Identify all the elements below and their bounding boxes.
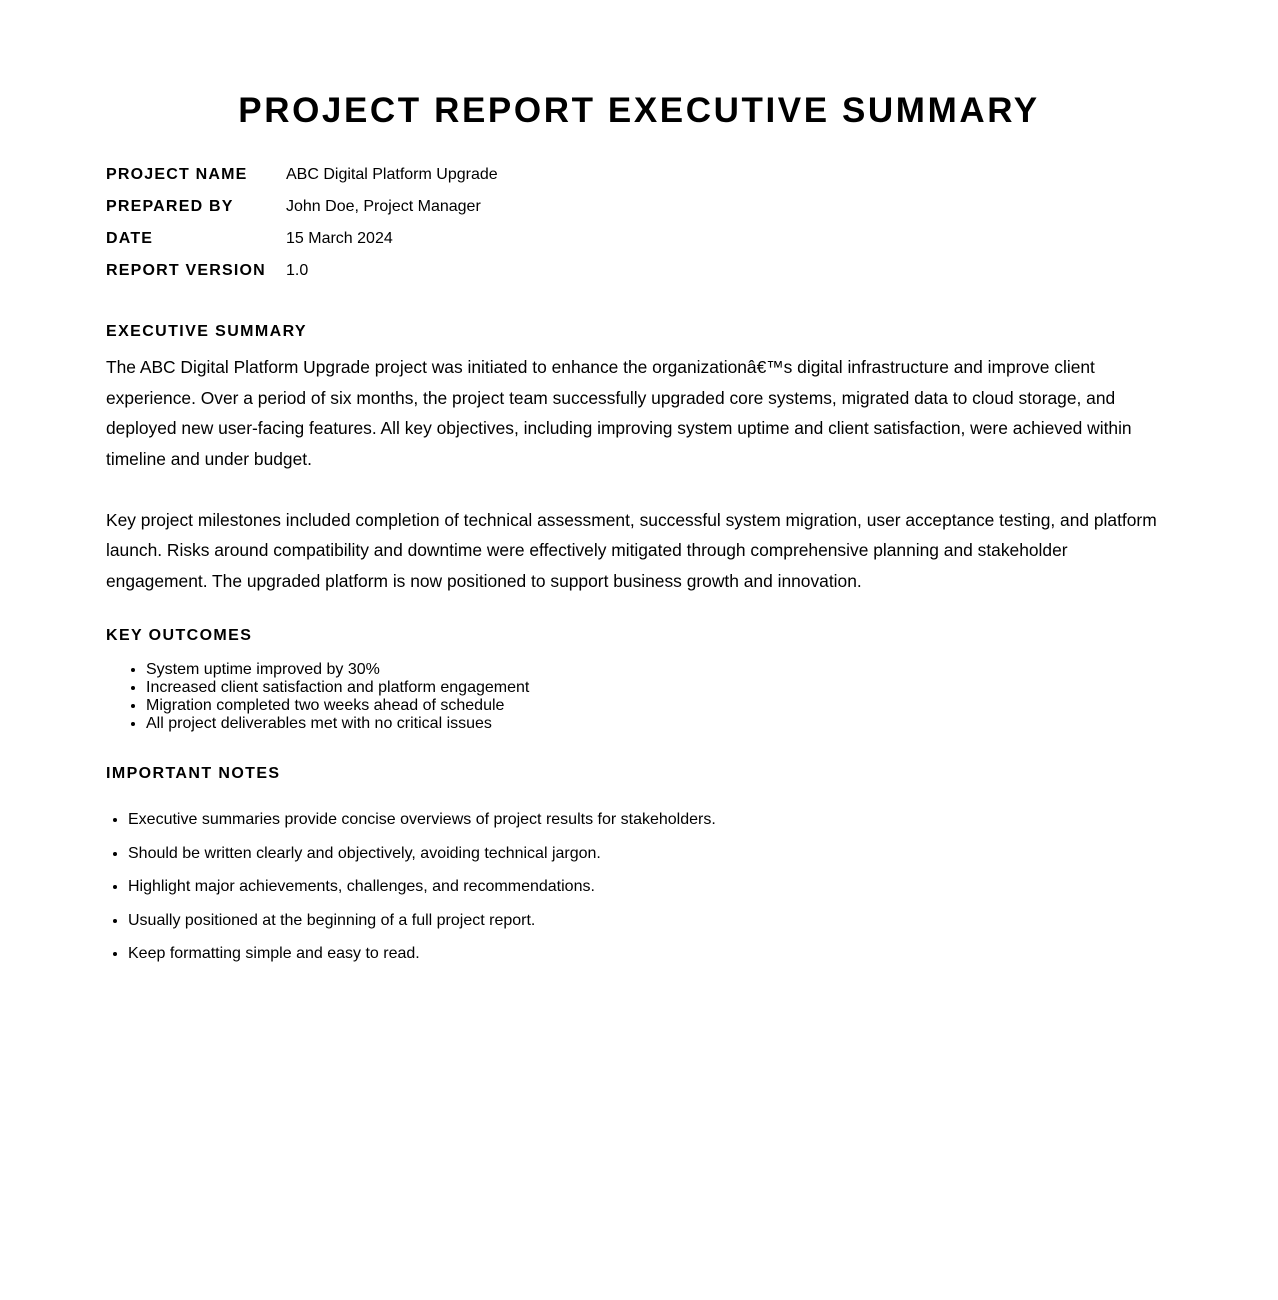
list-item: • Migration completed two weeks ahead of schedule — [146, 697, 529, 715]
meta-label: REPORT VERSION — [106, 262, 266, 279]
list-item: • Executive summaries provide concise overviews of project results for stakeholders. — [128, 809, 716, 831]
meta-row-project-name — [106, 159, 498, 191]
meta-row-date — [106, 223, 498, 255]
meta-value: 1.0 — [286, 262, 309, 279]
project-meta-table — [106, 159, 498, 287]
document-title: PROJECT REPORT EXECUTIVE SUMMARY — [238, 91, 1040, 130]
summary-paragraph: The ABC Digital Platform Upgrade project was initiated to enhance the organizationâ€™s digital infrastructure and improve client experience. Over a period of six months, the project team successfully upgraded core systems, migrated data to cloud storage, and deployed new user-facing features. All key objectives, including improving system uptime and client satisfaction, were achieved within timeline and under budget. — [106, 357, 1132, 469]
meta-value: ABC Digital Platform Upgrade — [286, 166, 498, 183]
list-item: • Increased client satisfaction and platform engagement — [146, 679, 529, 697]
executive-summary-body — [106, 352, 1172, 596]
important-notes-list — [106, 809, 716, 977]
list-item: • Should be written clearly and objectively, avoiding technical jargon. — [128, 843, 716, 865]
important-notes-heading: IMPORTANT NOTES — [106, 765, 281, 782]
meta-row-report-version — [106, 255, 498, 287]
executive-summary-heading: EXECUTIVE SUMMARY — [106, 323, 308, 340]
list-item: • System uptime improved by 30% — [146, 661, 529, 679]
key-outcomes-heading: KEY OUTCOMES — [106, 627, 253, 644]
list-item: • Keep formatting simple and easy to read. — [128, 943, 716, 965]
key-outcomes-list — [106, 661, 529, 733]
list-item: • All project deliverables met with no critical issues — [146, 715, 529, 733]
list-item: • Highlight major achievements, challenges, and recommendations. — [128, 876, 716, 898]
meta-value: 15 March 2024 — [286, 230, 393, 247]
meta-label: DATE — [106, 230, 154, 247]
meta-value: John Doe, Project Manager — [286, 198, 481, 215]
summary-paragraph: Key project milestones included completion of technical assessment, successful system migration, user acceptance testing, and platform launch. Risks around compatibility and downtime were effectively mitigated through comprehensive planning and stakeholder engagement. The upgraded platform is now positioned to support business growth and innovation. — [106, 509, 1157, 591]
meta-label: PROJECT NAME — [106, 166, 248, 183]
meta-label: PREPARED BY — [106, 198, 234, 215]
list-item: • Usually positioned at the beginning of a full project report. — [128, 910, 716, 932]
meta-row-prepared-by — [106, 191, 498, 223]
